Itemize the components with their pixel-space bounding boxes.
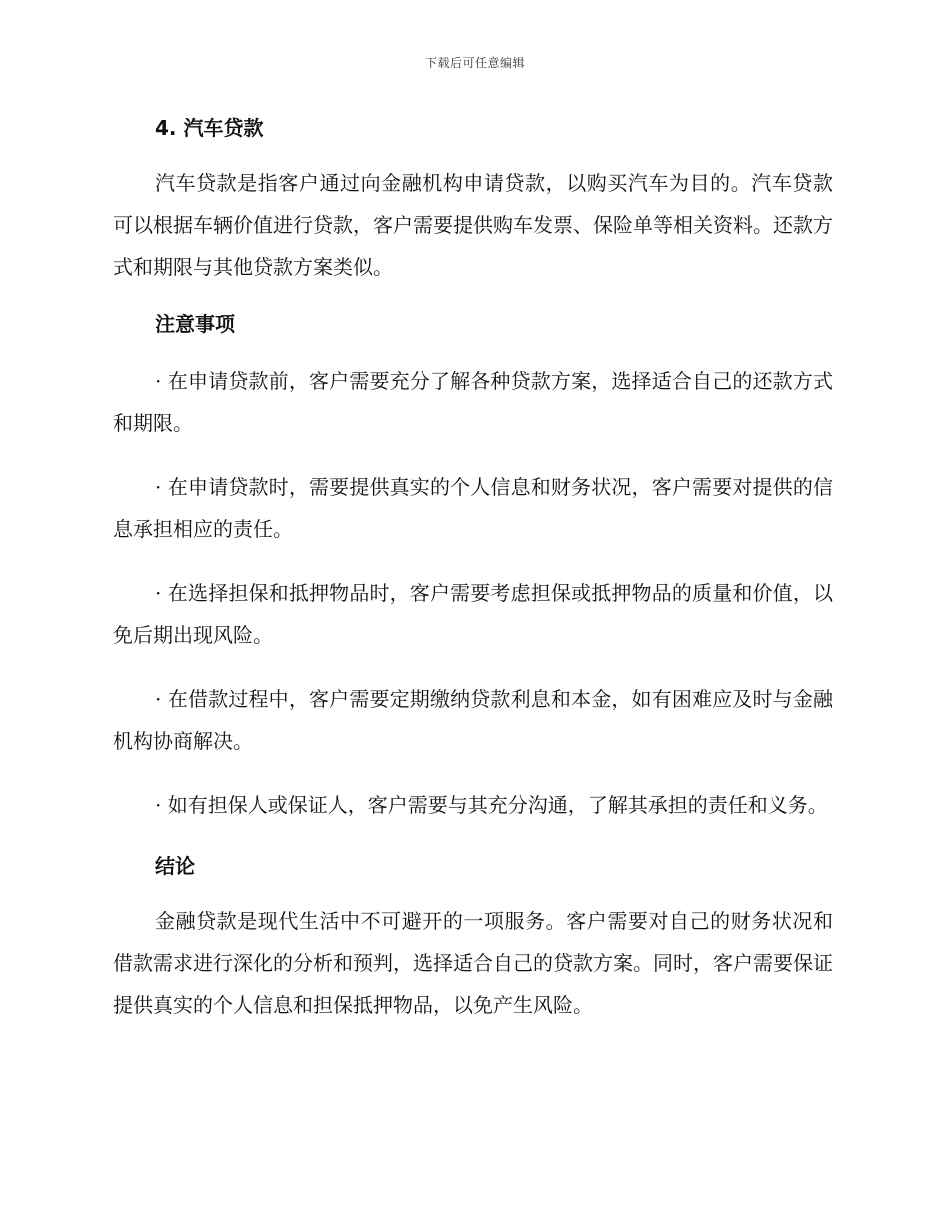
notes-item: · 在选择担保和抵押物品时，客户需要考虑担保或抵押物品的质量和价值，以免后期出现风险。 <box>113 581 833 647</box>
conclusion-paragraph: 金融贷款是现代生活中不可避开的一项服务。客户需要对自己的财务状况和借款需求进行深化的分析和预判，选择适合自己的贷款方案。同时，客户需要保证提供真实的个人信息和担保抵押物品，以免产生风险。 <box>113 909 833 1017</box>
notes-item: · 在申请贷款时，需要提供真实的个人信息和财务状况，客户需要对提供的信息承担相应的责任。 <box>113 475 833 541</box>
car-loan-paragraph: 汽车贷款是指客户通过向金融机构申请贷款，以购买汽车为目的。汽车贷款可以根据车辆价值进行贷款，客户需要提供购车发票、保险单等相关资料。还款方式和期限与其他贷款方案类似。 <box>113 171 833 279</box>
document-body <box>113 114 833 1026</box>
notes-item: · 在申请贷款前，客户需要充分了解各种贷款方案，选择适合自己的还款方式和期限。 <box>113 369 833 435</box>
notes-item: · 在借款过程中，客户需要定期缴纳贷款利息和本金，如有困难应及时与金融机构协商解决。 <box>113 687 833 753</box>
section-heading-notes: 注意事项 <box>155 312 235 336</box>
section-heading-conclusion: 结论 <box>155 854 195 878</box>
section-heading-car-loan: 4. 汽车贷款 <box>155 116 264 140</box>
page-header: 下载后可任意编辑 <box>424 56 525 70</box>
notes-item: · 如有担保人或保证人，客户需要与其充分沟通，了解其承担的责任和义务。 <box>155 793 828 817</box>
